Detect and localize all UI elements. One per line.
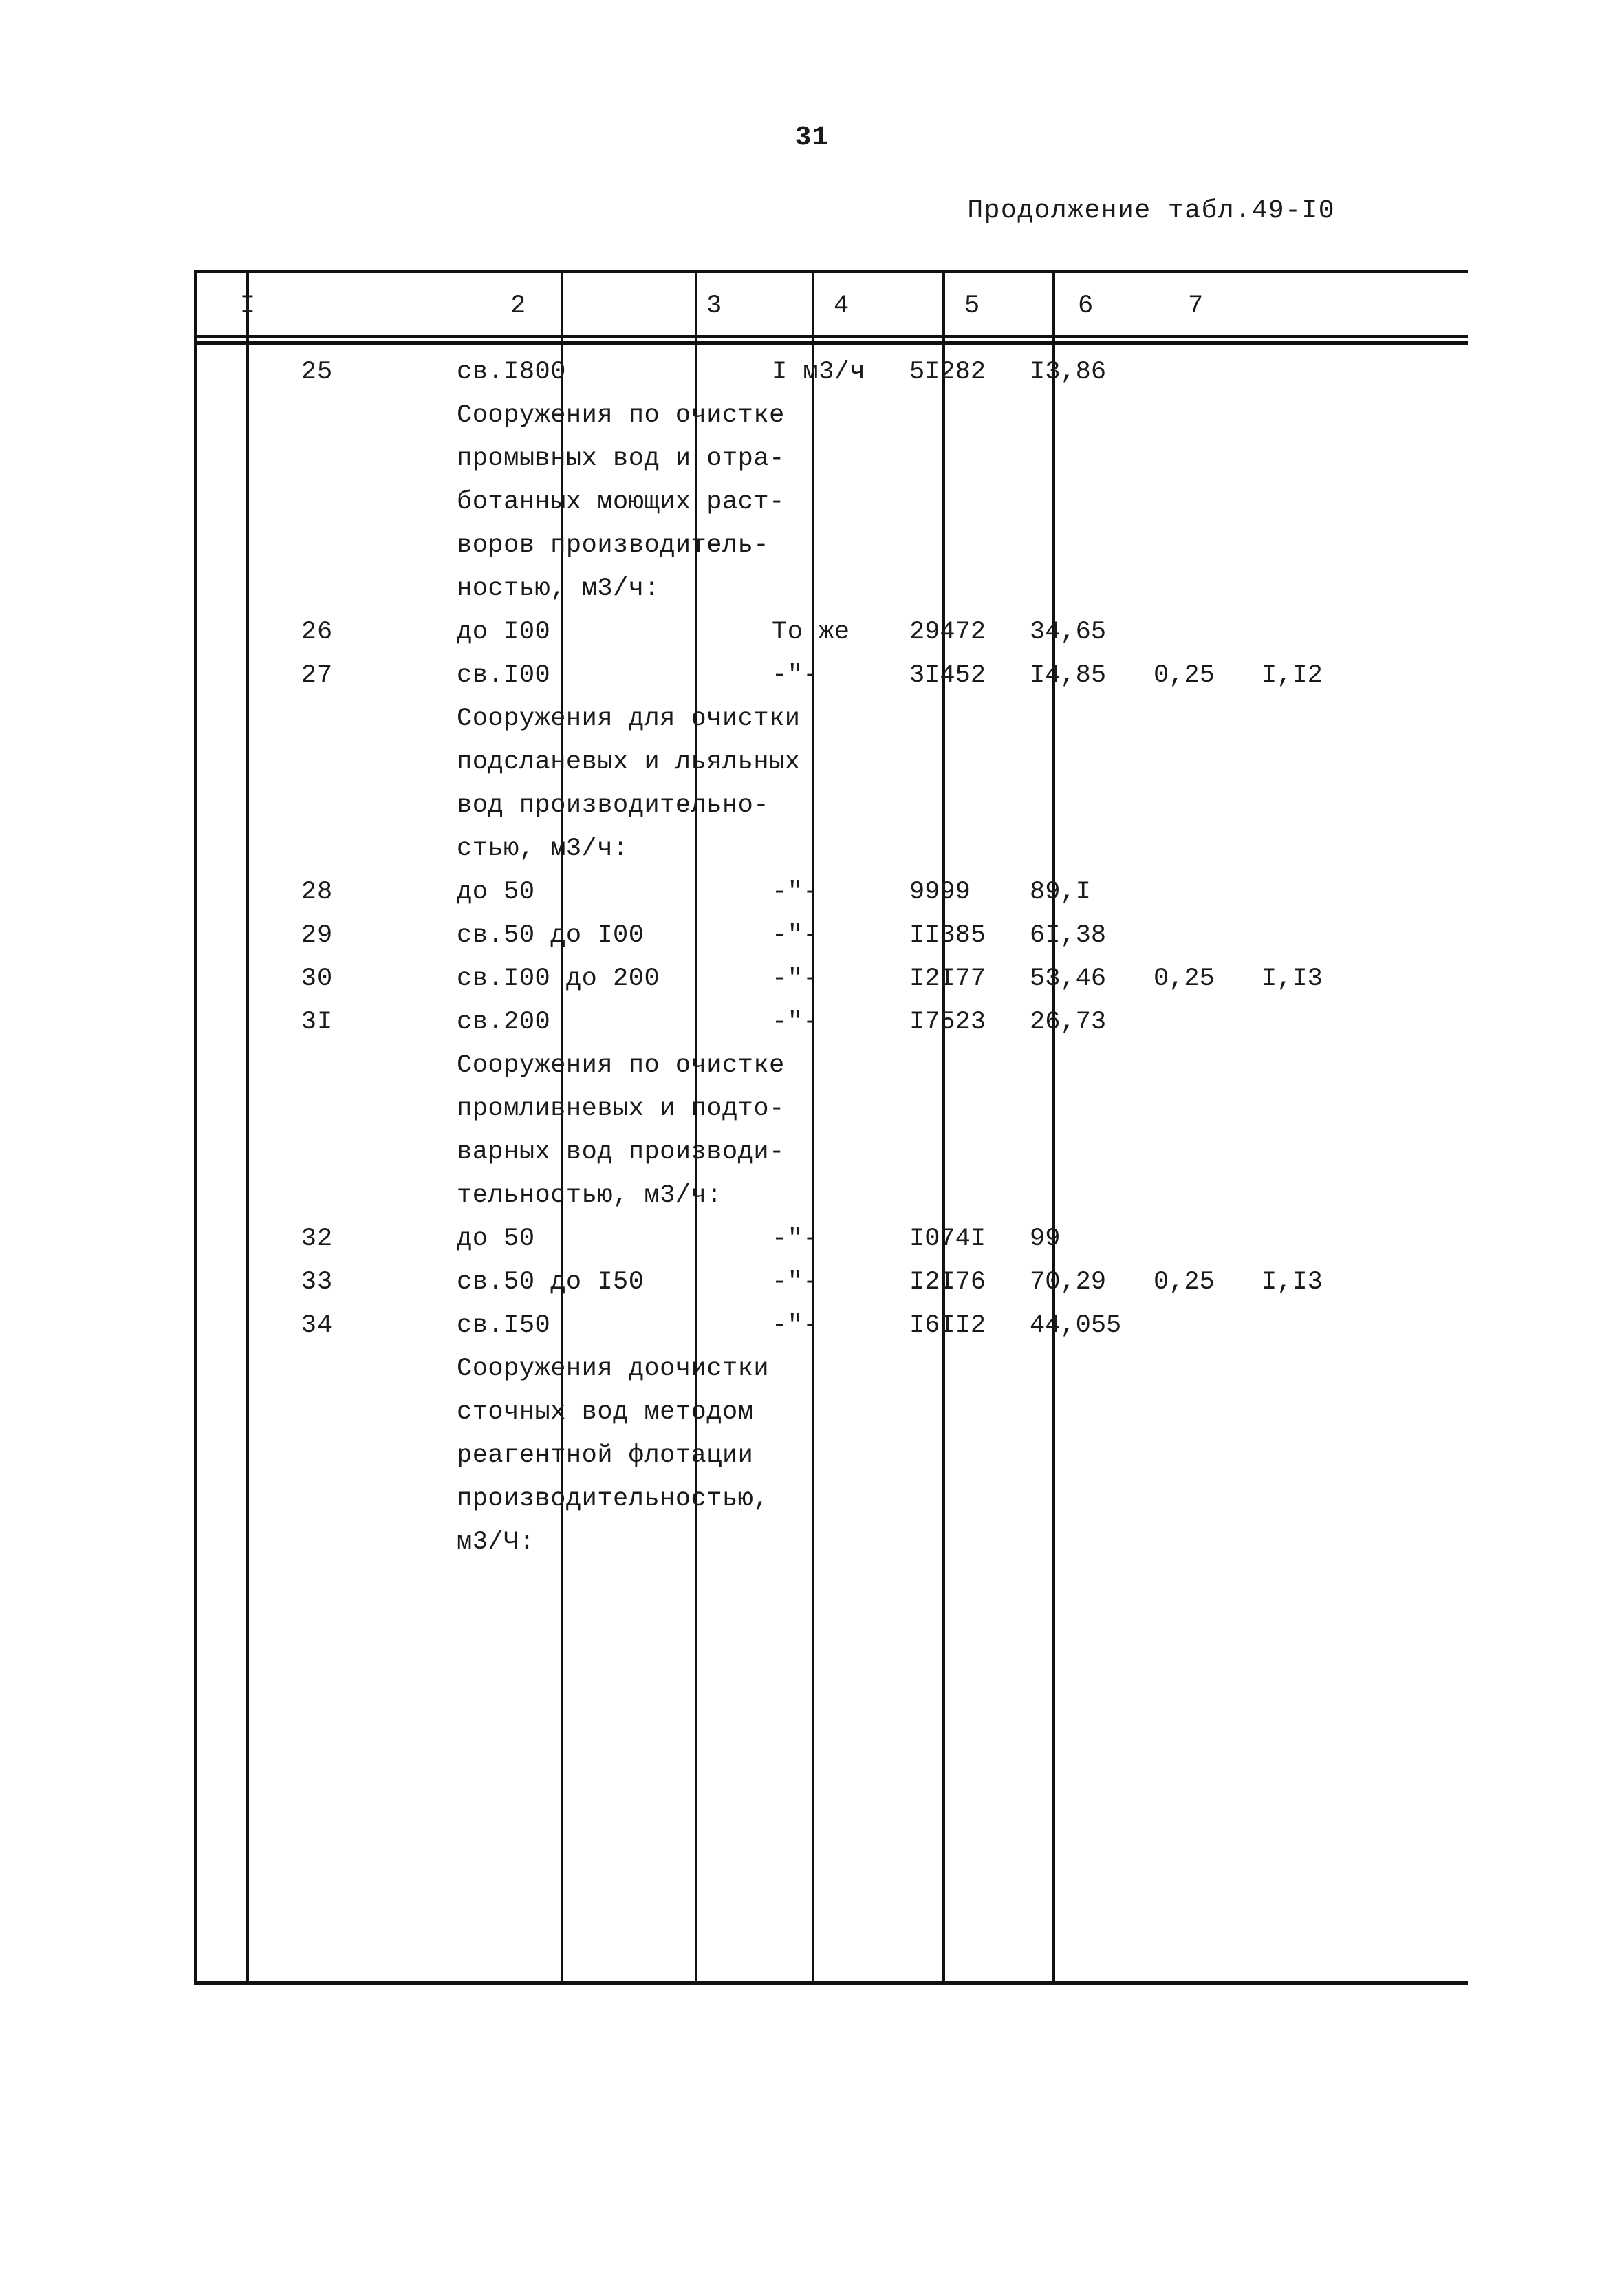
row-value-5: 26,73 [1030,1008,1107,1037]
row-value-7: I,I3 [1262,1268,1323,1297]
row-name: промывных вод и отра- [457,444,785,473]
table-row [194,1521,1468,1564]
table-row [194,394,1468,438]
page-number: 31 [794,122,830,153]
row-name: воров производитель- [457,531,770,560]
row-name: тельностью, м3/ч: [457,1181,722,1210]
column-header-3: 3 [706,292,722,321]
row-unit: -"- [772,1268,819,1297]
table-row [194,784,1468,828]
row-unit: -"- [772,1225,819,1253]
row-unit: -"- [772,661,819,690]
row-name: св.I00 до 200 [457,964,660,993]
row-name: реагентной флотации [457,1441,754,1470]
row-value-4: 29472 [909,618,986,647]
table-top-rule [194,270,1468,273]
table-row [194,828,1468,871]
row-name: св.50 до I00 [457,921,645,950]
column-header-4: 4 [834,292,849,321]
table-row [194,1131,1468,1174]
row-value-4: I6II2 [909,1311,986,1340]
row-value-4: 3I452 [909,661,986,690]
row-value-6: 0,25 [1154,964,1215,993]
row-number: 26 [301,618,334,647]
table-row [194,1218,1468,1261]
row-name: производительностью, [457,1485,770,1513]
row-name: до 50 [457,1225,535,1253]
row-name: вод производительно- [457,791,770,820]
table-row [194,1434,1468,1478]
table-row [194,1001,1468,1044]
row-unit: То же [772,618,850,647]
table-bottom-rule [194,1981,1468,1985]
row-value-4: I2I76 [909,1268,986,1297]
row-number: 29 [301,921,334,950]
row-number: 28 [301,878,334,907]
row-value-4: I074I [909,1225,986,1253]
column-header-6: 6 [1078,292,1094,321]
row-value-6: 0,25 [1154,1268,1215,1297]
row-number: 33 [301,1268,334,1297]
row-number: 30 [301,964,334,993]
row-number: 25 [301,358,334,387]
table-row [194,698,1468,741]
table-row [194,1478,1468,1521]
row-value-5: 6I,38 [1030,921,1107,950]
row-value-6: 0,25 [1154,661,1215,690]
row-value-4: I7523 [909,1008,986,1037]
row-name: сточных вод методом [457,1398,754,1427]
table-row [194,351,1468,394]
table-row [194,611,1468,654]
row-unit: -"- [772,921,819,950]
row-name: промливневых и подто- [457,1095,785,1123]
table-row [194,1304,1468,1348]
column-header-1: I [239,292,256,321]
table-row [194,654,1468,698]
row-number: 27 [301,661,334,690]
row-unit: I м3/ч [772,358,866,387]
row-name: св.I800 [457,358,566,387]
table-row [194,1391,1468,1434]
table-row [194,871,1468,914]
table-row [194,568,1468,611]
table-row [194,438,1468,481]
row-name: варных вод производи- [457,1138,785,1167]
row-name: ботанных моющих раст- [457,488,785,517]
column-header-2: 2 [510,292,526,321]
table-row [194,1174,1468,1218]
row-value-4: 9999 [909,878,971,907]
table-header-rule-1 [194,335,1468,338]
row-name: св.I50 [457,1311,551,1340]
row-name: подсланевых и льяльных [457,748,801,777]
row-name: св.I00 [457,661,551,690]
row-value-5: I3,86 [1030,358,1107,387]
row-value-7: I,I3 [1262,964,1323,993]
table-header-row [194,279,1468,334]
row-number: 3I [301,1008,334,1037]
table-row [194,1088,1468,1131]
row-value-5: 99 [1030,1225,1061,1253]
row-value-4: I2I77 [909,964,986,993]
row-name: Сооружения для очистки [457,704,801,733]
column-header-5: 5 [964,292,980,321]
table-continuation-label: Продолжение табл.49-I0 [967,196,1335,226]
row-value-5: 89,I [1030,878,1091,907]
row-name: Сооружения доочистки [457,1355,770,1383]
row-unit: -"- [772,964,819,993]
row-name: Сооружения по очистке [457,1051,785,1080]
row-name: до 50 [457,878,535,907]
row-value-5: 44,055 [1030,1311,1122,1340]
row-unit: -"- [772,1008,819,1037]
row-value-4: 5I282 [909,358,986,387]
row-name: ностью, м3/ч: [457,574,660,603]
row-number: 32 [301,1225,334,1253]
table-row [194,958,1468,1001]
column-header-7: 7 [1188,292,1204,321]
row-name: св.200 [457,1008,551,1037]
table-row [194,1044,1468,1088]
table-row [194,524,1468,568]
row-value-4: II385 [909,921,986,950]
row-value-5: 70,29 [1030,1268,1107,1297]
row-number: 34 [301,1311,334,1340]
row-value-7: I,I2 [1262,661,1323,690]
table-body [194,351,1468,1564]
table-header-rule-2 [194,341,1468,345]
row-unit: -"- [772,1311,819,1340]
row-name: св.50 до I50 [457,1268,645,1297]
row-unit: -"- [772,878,819,907]
row-value-5: 53,46 [1030,964,1107,993]
row-name: до I00 [457,618,551,647]
row-name: м3/Ч: [457,1528,535,1557]
table-row [194,1261,1468,1304]
table-row [194,1348,1468,1391]
table-row [194,481,1468,524]
row-value-5: I4,85 [1030,661,1107,690]
row-name: стью, м3/ч: [457,834,629,863]
row-value-5: 34,65 [1030,618,1107,647]
table-row [194,914,1468,958]
table-row [194,741,1468,784]
row-name: Сооружения по очистке [457,401,785,430]
